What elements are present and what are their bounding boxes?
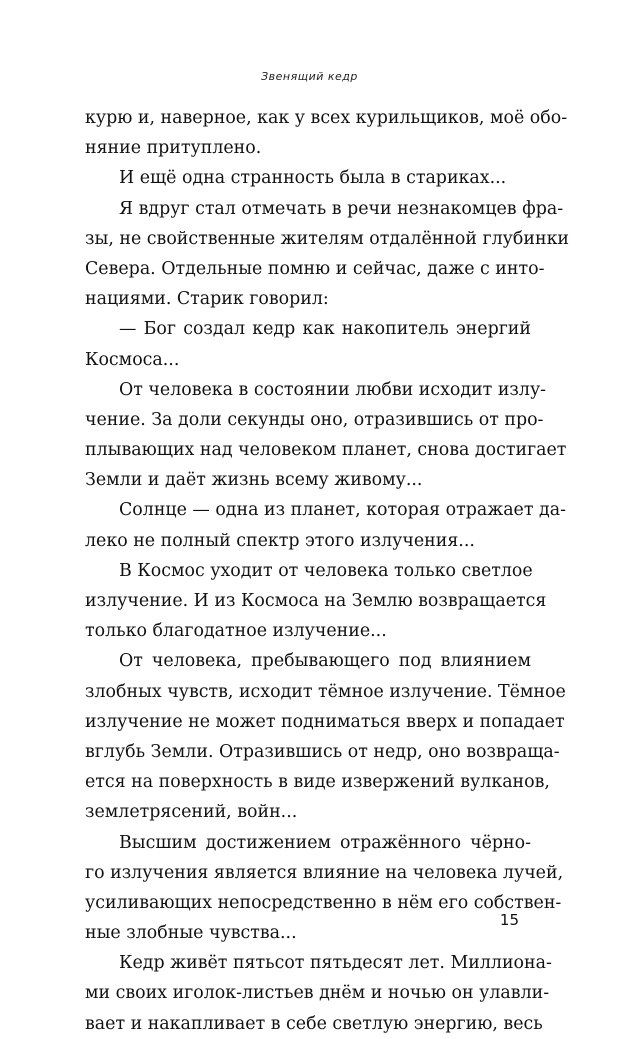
text-line: Солнце — одна из планет, которая отражает да- [119, 500, 566, 521]
text-line: ми своих иголок-листьев днём и ночью он улавли- [85, 983, 550, 1004]
text-line: Я вдруг стал отмечать в речи незнакомцев фра- [119, 198, 564, 219]
page-number: 15 [499, 911, 519, 929]
text-line: усиливающих непосредственно в нём его собствен- [85, 892, 562, 913]
text-line: Севера. Отдельные помню и сейчас, даже с инто- [85, 258, 545, 279]
text-line: Высшим достижением отражённого чёрно- [119, 832, 531, 853]
text-line: няние притуплено. [85, 138, 262, 159]
text-line: Космоса... [85, 349, 180, 370]
text-line: злобных чувств, исходит тёмное излучение. Тёмное [85, 681, 566, 702]
text-line: От человека, пребывающего под влиянием [119, 651, 531, 672]
text-line: только благодатное излучение... [85, 621, 387, 642]
body-text [85, 103, 570, 1039]
text-line: го излучения является влияние на человека лучей, [85, 862, 564, 883]
text-line: леко не полный спектр этого излучения... [85, 530, 475, 551]
text-line: И ещё одна странность была в стариках... [119, 168, 507, 189]
running-head: Звенящий кедр [261, 70, 358, 83]
text-line: — Бог создал кедр как накопитель энергий [119, 319, 531, 340]
text-line: От человека в состоянии любви исходит излу- [119, 379, 547, 400]
text-line: курю и, наверное, как у всех курильщиков, моё обо- [85, 108, 568, 128]
text-line: плывающих над человеком планет, снова достигает [85, 440, 567, 461]
text-line: землетрясений, войн... [85, 802, 298, 823]
text-line: Кедр живёт пятьсот пятьдесят лет. Миллиона- [119, 953, 552, 974]
text-line: нациями. Старик говорил: [85, 289, 329, 310]
text-line: ные злобные чувства... [85, 923, 297, 944]
text-line: излучение не может подниматься вверх и попадает [85, 711, 565, 732]
text-line: В Космос уходит от человека только светлое [119, 560, 533, 581]
text-line: излучение. И из Космоса на Землю возвращается [85, 591, 547, 611]
text-line: ется на поверхность в виде извержений вулканов, [85, 772, 550, 793]
text-line: вглубь Земли. Отразившись от недр, оно возвраща- [85, 741, 560, 762]
text-line: зы, не свойственные жителям отдалённой глубинки [85, 228, 570, 249]
text-line: чение. За доли секунды оно, отразившись от про- [85, 409, 544, 430]
text-line: вает и накапливает в себе светлую энергию, весь [85, 1013, 543, 1034]
text-line: Земли и даёт жизнь всему живому... [85, 470, 423, 491]
